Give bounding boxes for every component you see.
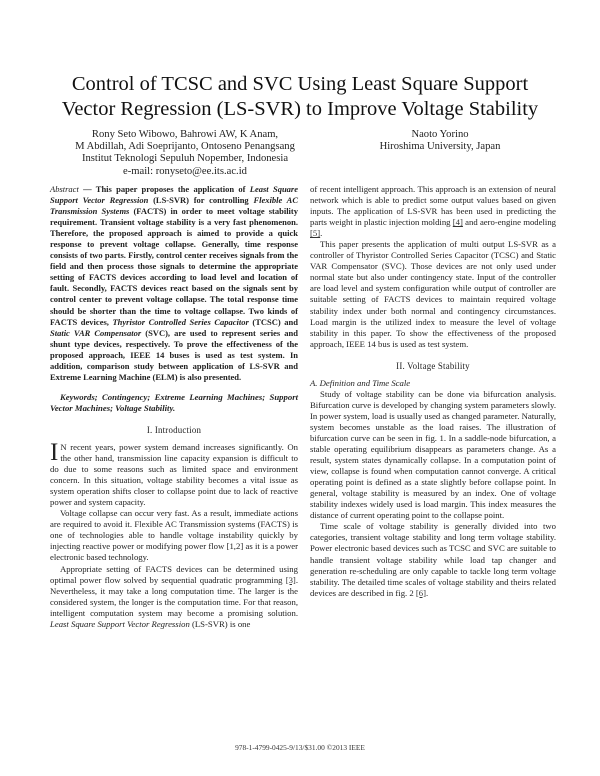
right-paragraph-1 <box>310 184 556 239</box>
abstract-text: (LS-SVR) for controlling <box>148 195 254 206</box>
author-names-2: M Abdillah, Adi Soeprijanto, Ontoseno Penangsang <box>75 141 295 153</box>
abstract <box>50 184 298 383</box>
intro-paragraph-1 <box>50 438 298 508</box>
paragraph-text: Time scale of voltage stability is generally divided into two categories, transient voltage stability and long term voltage stability. Power electronic based devices such as TCSC and SVC are suitable to handle transient voltage stability while load tap changer and generation re-scheduling are only capable to tackle long term voltage stability. The detailed time scales of voltage stability and theirs related devices are described in fig. 2 <box>310 521 556 598</box>
abstract-text-italic: Thyristor Controlled Series Capacitor <box>112 316 249 327</box>
intro-paragraph-3 <box>50 564 298 630</box>
citation-link[interactable]: [6] <box>415 587 427 598</box>
title-line-2: Vector Regression (LS-SVR) to Improve Voltage Stability <box>61 98 539 120</box>
abstract-text-italic: Least Square Support Vector Regression <box>50 184 299 206</box>
left-column <box>50 184 298 630</box>
citation-link[interactable]: [5] <box>310 228 321 239</box>
paragraph-text: . <box>320 228 323 239</box>
author-block-left <box>60 129 310 178</box>
abstract-text-italic: Static VAR Compensator <box>50 327 142 338</box>
title-line-1: Control of TCSC and SVC Using Least Square Support <box>71 73 529 95</box>
paragraph-text: . <box>426 587 429 598</box>
paper-title <box>40 72 560 122</box>
author-block-right <box>330 129 550 153</box>
copyright-footer: 978-1-4799-0425-9/13/$31.00 ©2013 IEEE <box>235 743 365 752</box>
paragraph-text: N recent years, power system demand increases significantly. On the other hand, transmission line capacity expansion is difficult to do due to some reasons such as limited space and environment concern. In this situation, voltage stability becomes a vital issue as system operation shifts closer to collapse point due to lack of reactive power and system capacity. <box>50 441 298 508</box>
right-paragraph-4 <box>310 521 556 598</box>
abstract-dash: — <box>78 184 96 194</box>
abstract-label: Abstract <box>50 184 79 194</box>
paragraph-text: . Nevertheless, it may take a long computation time. The larger is the considered system, the longer is the computation time. For that reason, intelligent computation system may become a promising solution. <box>50 574 298 618</box>
author-affiliation-hiroshima: Hiroshima University, Japan <box>379 141 501 153</box>
paragraph-text: Appropriate setting of FACTS devices can be determined using optimal power flow solved by sequential quadratic programming <box>50 563 298 585</box>
author-names-1: Rony Seto Wibowo, Bahrowi AW, K Anam, <box>91 129 279 140</box>
right-paragraph-2: This paper presents the application of multi output LS-SVR as a controller of Thyristor Controlled Series Capacitor (TCSC) and Static VAR Compensator (SVC). Those devices are not only used under normal state but also under contingency state. Input of the controller are load level and system configuration while output of controller are suitable setting of FACTS devices to maintain required voltage stability index under both normal and contingency circumstances. Load margin is the utilized index to measure the level of voltage stability in this paper. To show the effectiveness of the proposed approach, IEEE 14 bus is used as test system. <box>310 239 556 349</box>
section-heading-introduction: I. Introduction <box>146 424 202 435</box>
abstract-text: (TCSC) and <box>248 316 298 327</box>
paragraph-text: and aero-engine modeling <box>462 217 557 228</box>
paragraph-text: of recent intelligent approach. This approach is an extension of neural network which is able to predict some output values based on given inputs. The application of LS-SVR has been used in predicting the parts weight in plastic injection molding <box>310 184 556 228</box>
author-name-yorino: Naoto Yorino <box>411 129 469 140</box>
paragraph-text-italic: Least Square Support Vector Regression <box>50 618 190 629</box>
right-column <box>310 184 556 599</box>
author-email: e-mail: ronyseto@ee.its.ac.id <box>123 165 247 177</box>
drop-cap: I <box>50 438 59 466</box>
abstract-text-italic: Flexible AC Transmission Systems <box>50 195 299 217</box>
right-paragraph-3: Study of voltage stability can be done via bifurcation analysis. Bifurcation curve is developed by changing system parameters slowly. In power system, load is usually used as changed parameter. Naturally, system becomes unstable as the load raises. The illustration of bifurcation curve can be seen in fig. 1. In a saddle-node bifurcation, a stable operating equilibrium disappears as parameters change. As a result, system states dynamically collapse. In a computation point of view, collapse is found when computation cannot converge. A critical operating point is defined as a state slightly before collapse point. In general, voltage stability is measured by an index. One of voltage stability indexes widely used is load margin. This index measures the distance of current operating point to the collapse point. <box>310 388 556 521</box>
citation-link[interactable]: [4] <box>452 217 463 228</box>
author-affiliation: Institut Teknologi Sepuluh Nopember, Indonesia <box>81 153 289 165</box>
subsection-heading-definition: A. Definition and Time Scale <box>310 377 411 388</box>
paragraph-text: (LS-SVR) is one <box>189 618 251 629</box>
abstract-text: (FACTS) in order to meet voltage stability requirement. Transient voltage stability is a very fast phenomenon. Therefore, the proposed approach is aimed to provide a quick response to prevent voltage collapse. Generally, time response consists of two parts. Firstly, control center receives signals from the field and then process those signals to determine the appropriate setting of FACTS devices according to load level and location of fault. Secondly, FACTS devices react based on the signals sent by control center to prevent voltage collapse. The total response time should be shorter than the time to voltage collapse. Two kinds of FACTS devices, <box>50 206 298 327</box>
intro-paragraph-2: Voltage collapse can occur very fast. As a result, immediate actions are required to avoid it. Flexible AC Transmission systems (FACTS) is one of technologies able to handle voltage instability quickly by injecting reactive power or modifying power flow [1,2] as it is a power electronic based technology. <box>50 508 298 563</box>
section-heading-voltage-stability: II. Voltage Stability <box>396 360 470 371</box>
abstract-text: This paper proposes the application of <box>95 184 250 194</box>
citation-link[interactable]: [3] <box>285 574 296 585</box>
abstract-text: (SVC), are used to represent series and shunt type devices, respectively. To prove the effectiveness of the proposed approach, IEEE 14 buses is used as test system. In addition, comparison study between application of LS-SVR and Extreme Learning Machine (ELM) is also presented. <box>50 327 298 382</box>
keywords: Keywords; Contingency; Extreme Learning Machines; Support Vector Machines; Voltage Stability. <box>50 391 298 413</box>
